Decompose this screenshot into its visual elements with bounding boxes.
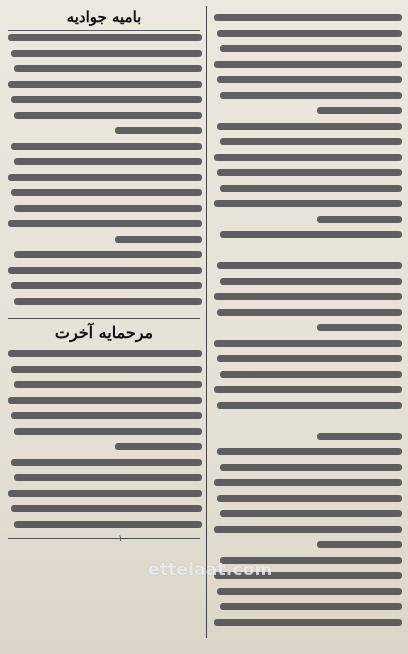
body-text-line [317,433,402,440]
body-text-line [115,236,202,243]
body-text-line [220,278,402,285]
body-text-line [14,521,202,528]
body-text-line [14,428,202,435]
body-text-line [220,138,402,145]
body-text-line [11,143,202,150]
page-number: ۱۰ [118,534,128,544]
body-text-line [220,92,402,99]
body-text-line [220,45,402,52]
body-text-line [217,402,402,409]
body-text-line [115,443,202,450]
body-text-line [11,189,202,196]
body-text-line [14,251,202,258]
body-text-line [217,169,402,176]
body-text-line [8,174,202,181]
body-text-line [8,220,202,227]
body-text-line [214,526,402,533]
body-text-line [217,76,402,83]
body-text-line [8,81,202,88]
body-text-line [11,282,202,289]
body-text-line [8,490,202,497]
body-text-line [14,205,202,212]
body-text-line [214,479,402,486]
body-text-line [217,309,402,316]
body-text-line [8,397,202,404]
body-text-line [317,541,402,548]
body-text-line [214,61,402,68]
body-text-line [11,412,202,419]
column-divider [206,6,207,638]
body-text-line [14,381,202,388]
body-text-line [217,588,402,595]
body-text-line [11,366,202,373]
body-text-line [217,495,402,502]
body-text-line [220,231,402,238]
body-text-line [214,154,402,161]
section-separator [8,318,200,319]
body-text-line [217,262,402,269]
body-text-line [214,200,402,207]
body-text-line [220,464,402,471]
body-text-line [220,185,402,192]
body-text-line [11,459,202,466]
watermark-url: ettelaat.com [148,560,273,580]
body-text-line [8,34,202,41]
body-text-line [217,355,402,362]
body-text-line [317,324,402,331]
body-text-line [14,65,202,72]
body-text-line [220,603,402,610]
body-text-line [14,158,202,165]
body-text-line [214,293,402,300]
body-text-line [220,371,402,378]
body-text-line [8,350,202,357]
body-text-line [8,267,202,274]
body-text-line [14,112,202,119]
section-separator [8,538,200,539]
article-heading-top: بامیه جوادیه [66,8,142,26]
body-text-line [217,30,402,37]
body-text-line [220,510,402,517]
body-text-line [115,127,202,134]
body-text-line [11,96,202,103]
body-text-line [214,14,402,21]
body-text-line [11,50,202,57]
body-text-line [214,386,402,393]
body-text-line [214,619,402,626]
body-text-line [217,448,402,455]
body-text-line [14,298,202,305]
body-text-line [14,474,202,481]
article-heading-bottom: مرحمایه آخرت [54,323,154,342]
body-text-line [317,216,402,223]
section-separator [8,30,200,31]
body-text-line [217,123,402,130]
body-text-line [317,107,402,114]
body-text-line [214,340,402,347]
body-text-line [11,505,202,512]
